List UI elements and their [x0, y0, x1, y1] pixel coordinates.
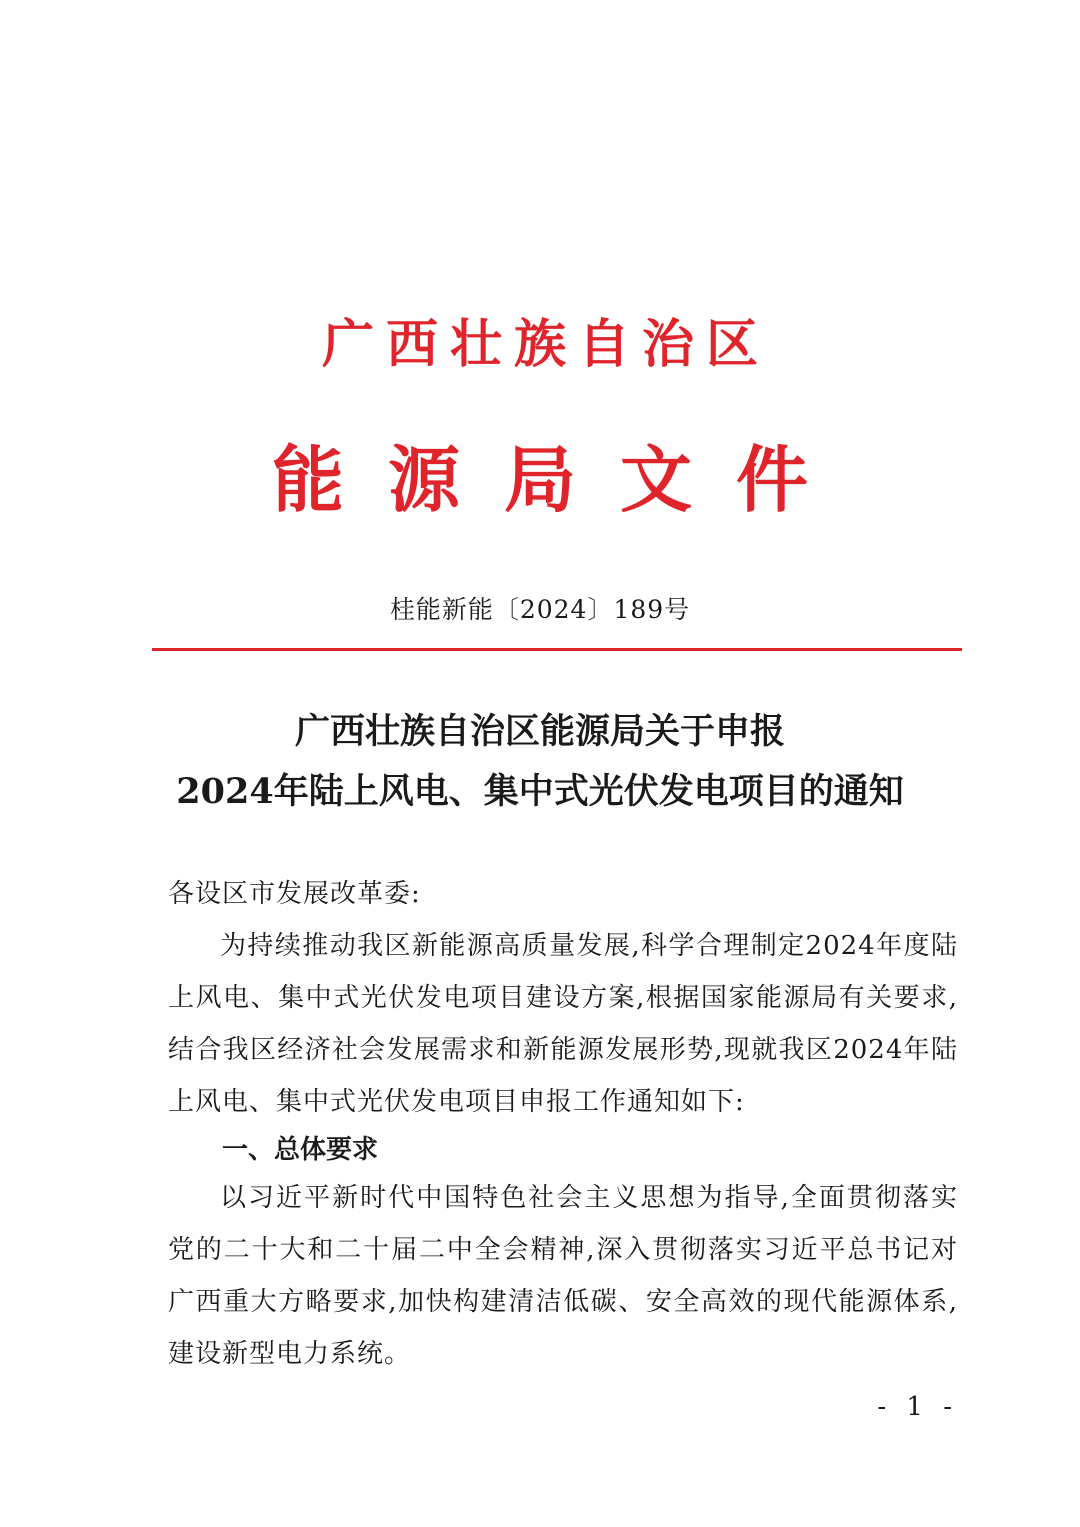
addressee: 各设区市发展改革委: [168, 879, 421, 909]
document-number: 桂能新能〔2024〕189号 [389, 595, 691, 624]
general-requirements-paragraph: 以习近平新时代中国特色社会主义思想为指导,全面贯彻落实党的二十大和二十届二中全会精神,深入贯彻落实习近平总书记对广西重大方略要求,加快构建清洁低碳、安全高效的现代能源体系,建设新型电力系统。 [168, 1183, 958, 1369]
issuing-authority-line1: 广西壮族自治区 [321, 314, 770, 375]
document-title-line1: 广西壮族自治区能源局关于申报 [294, 711, 785, 752]
section-heading-general-requirements: 一、总体要求 [222, 1135, 379, 1165]
intro-paragraph: 为持续推动我区新能源高质量发展,科学合理制定2024年度陆上风电、集中式光伏发电项目建设方案,根据国家能源局有关要求,结合我区经济社会发展需求和新能源发展形势,现就我区2024年陆上风电、集中式光伏发电项目申报工作通知如下: [168, 931, 958, 1117]
red-divider-line [152, 648, 962, 651]
page-number: - 1 - [877, 1392, 958, 1422]
issuing-authority-line2: 能源局文件 [271, 437, 852, 522]
document-title-line2: 2024年陆上风电、集中式光伏发电项目的通知 [176, 771, 904, 812]
